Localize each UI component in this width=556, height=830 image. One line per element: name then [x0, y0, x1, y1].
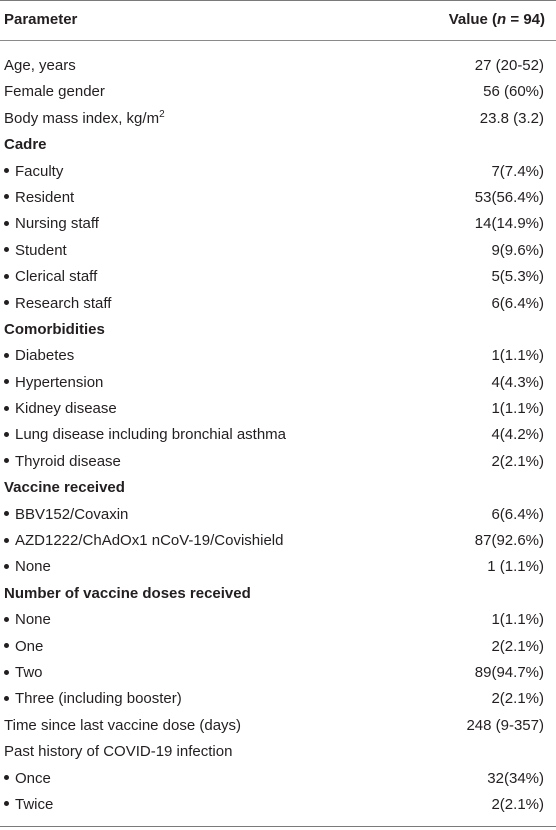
value-column-header: [449, 11, 545, 28]
table-row: [0, 159, 556, 185]
row-label: [4, 607, 51, 633]
row-label: [4, 554, 51, 580]
row-label: [4, 422, 286, 448]
row-label-text: Body mass index, kg/m: [4, 109, 160, 127]
row-label: [4, 792, 53, 818]
table-row: [0, 370, 556, 396]
row-value: 32(34%): [487, 769, 544, 787]
row-label-text: Three (including booster): [15, 690, 182, 708]
row-label: [4, 132, 47, 158]
row-label: [4, 159, 63, 185]
row-label-text: Two: [15, 663, 43, 681]
bullet-icon: [4, 643, 9, 648]
table-row: [0, 528, 556, 554]
table-row: [0, 53, 556, 79]
row-value: 2(2.1%): [491, 795, 544, 813]
row-label: [4, 370, 103, 396]
row-label-text: Number of vaccine doses received: [4, 584, 251, 602]
row-label-text: Vaccine received: [4, 479, 125, 497]
table-row: [0, 686, 556, 712]
row-value: 9(9.6%): [491, 241, 544, 259]
bullet-icon: [4, 564, 9, 569]
row-label: [4, 264, 97, 290]
row-label: [4, 291, 111, 317]
row-label: [4, 211, 99, 237]
table-header: [0, 0, 556, 40]
section-header-row: [0, 581, 556, 607]
bullet-icon: [4, 379, 9, 384]
row-label: [4, 449, 121, 475]
row-value: 6(6.4%): [491, 505, 544, 523]
row-value: 1(1.1%): [491, 611, 544, 629]
table-row: [0, 607, 556, 633]
table-row: [0, 634, 556, 660]
row-value: 1 (1.1%): [487, 558, 544, 576]
row-label-text: Research staff: [15, 294, 112, 312]
row-label-text: BBV152/Covaxin: [15, 505, 129, 523]
bullet-icon: [4, 353, 9, 358]
row-label-text: Past history of COVID-19 infection: [4, 743, 233, 761]
row-value: 2(2.1%): [491, 690, 544, 708]
label-superscript: 2: [159, 108, 165, 120]
table-row: [0, 449, 556, 475]
row-label-text: Lung disease including bronchial asthma: [15, 426, 287, 444]
row-label-text: Once: [15, 769, 51, 787]
row-label-text: Diabetes: [15, 347, 75, 365]
row-value: 248 (9-357): [466, 716, 544, 734]
value-header-suffix: = 94): [506, 11, 545, 28]
row-label: [4, 106, 165, 132]
bullet-icon: [4, 274, 9, 279]
table-row: [0, 79, 556, 105]
row-label: [4, 317, 105, 343]
row-label: [4, 53, 76, 79]
section-header-row: [0, 475, 556, 501]
value-header-n: n: [497, 11, 507, 28]
row-label: [4, 343, 74, 369]
row-label-text: Nursing staff: [15, 215, 99, 233]
row-value: 1(1.1%): [491, 347, 544, 365]
row-label: [4, 528, 283, 554]
row-label-text: Student: [15, 241, 67, 259]
bullet-icon: [4, 458, 9, 463]
bullet-icon: [4, 775, 9, 780]
bullet-icon: [4, 300, 9, 305]
row-label-text: One: [15, 637, 44, 655]
row-label: [4, 686, 182, 712]
table-row: [0, 660, 556, 686]
row-label-text: None: [15, 611, 51, 629]
row-value: 6(6.4%): [491, 294, 544, 312]
table-row: [0, 554, 556, 580]
row-value: 4(4.3%): [491, 373, 544, 391]
parameter-column-header: Parameter: [4, 11, 78, 28]
bullet-icon: [4, 221, 9, 226]
table-row: [0, 291, 556, 317]
bullet-icon: [4, 406, 9, 411]
row-label-text: Thyroid disease: [15, 452, 121, 470]
table-row: [0, 422, 556, 448]
row-label: [4, 475, 125, 501]
table-row: [0, 238, 556, 264]
table-body: [0, 53, 556, 818]
row-label: [4, 79, 105, 105]
row-label: [4, 502, 128, 528]
row-label: [4, 660, 43, 686]
value-header-prefix: Value (: [448, 11, 498, 28]
row-value: 7(7.4%): [491, 162, 544, 180]
bullet-icon: [4, 432, 9, 437]
row-label: [4, 238, 67, 264]
row-value: 14(14.9%): [474, 215, 544, 233]
row-value: 2(2.1%): [491, 637, 544, 655]
row-value: 56 (60%): [483, 83, 544, 101]
row-value: 2(2.1%): [491, 452, 544, 470]
row-label-text: Cadre: [4, 136, 47, 154]
row-label-text: Female gender: [4, 83, 105, 101]
bullet-icon: [4, 168, 9, 173]
row-label-text: Faculty: [15, 162, 64, 180]
table-row: [0, 343, 556, 369]
row-label-text: None: [15, 558, 51, 576]
table-row: [0, 792, 556, 818]
table-row: [0, 185, 556, 211]
table-row: [0, 264, 556, 290]
row-value: 4(4.2%): [491, 426, 544, 444]
table-row: [0, 766, 556, 792]
table-row: [0, 211, 556, 237]
bottom-rule: [0, 826, 556, 827]
row-label-text: Twice: [15, 795, 54, 813]
bullet-icon: [4, 194, 9, 199]
section-header-row: [0, 132, 556, 158]
bullet-icon: [4, 670, 9, 675]
row-label: [4, 581, 251, 607]
bullet-icon: [4, 801, 9, 806]
row-label-text: Clerical staff: [15, 268, 98, 286]
table-row: [0, 713, 556, 739]
row-value: 5(5.3%): [491, 268, 544, 286]
bullet-icon: [4, 696, 9, 701]
row-label-text: Hypertension: [15, 373, 104, 391]
row-label: [4, 739, 232, 765]
row-value: 53(56.4%): [474, 188, 544, 206]
bullet-icon: [4, 511, 9, 516]
row-label: [4, 396, 117, 422]
bullet-icon: [4, 617, 9, 622]
table-row: [0, 739, 556, 765]
row-label: [4, 766, 51, 792]
row-label-text: AZD1222/ChAdOx1 nCoV-19/Covishield: [15, 532, 284, 550]
row-value: 27 (20-52): [474, 57, 544, 74]
row-label-text: Age, years: [4, 57, 76, 74]
row-label-text: Resident: [15, 188, 75, 206]
row-value: 89(94.7%): [474, 663, 544, 681]
row-label-text: Comorbidities: [4, 320, 105, 338]
row-label-text: Kidney disease: [15, 400, 117, 418]
row-value: 1(1.1%): [491, 400, 544, 418]
section-header-row: [0, 317, 556, 343]
row-label: [4, 713, 241, 739]
bullet-icon: [4, 247, 9, 252]
row-value: 23.8 (3.2): [479, 109, 544, 127]
table-row: [0, 502, 556, 528]
table-row: [0, 396, 556, 422]
row-value: 87(92.6%): [474, 532, 544, 550]
row-label: [4, 185, 74, 211]
header-rule: [0, 40, 556, 41]
row-label: [4, 634, 43, 660]
row-label-text: Time since last vaccine dose (days): [4, 716, 242, 734]
table-row: [0, 106, 556, 132]
bullet-icon: [4, 538, 9, 543]
